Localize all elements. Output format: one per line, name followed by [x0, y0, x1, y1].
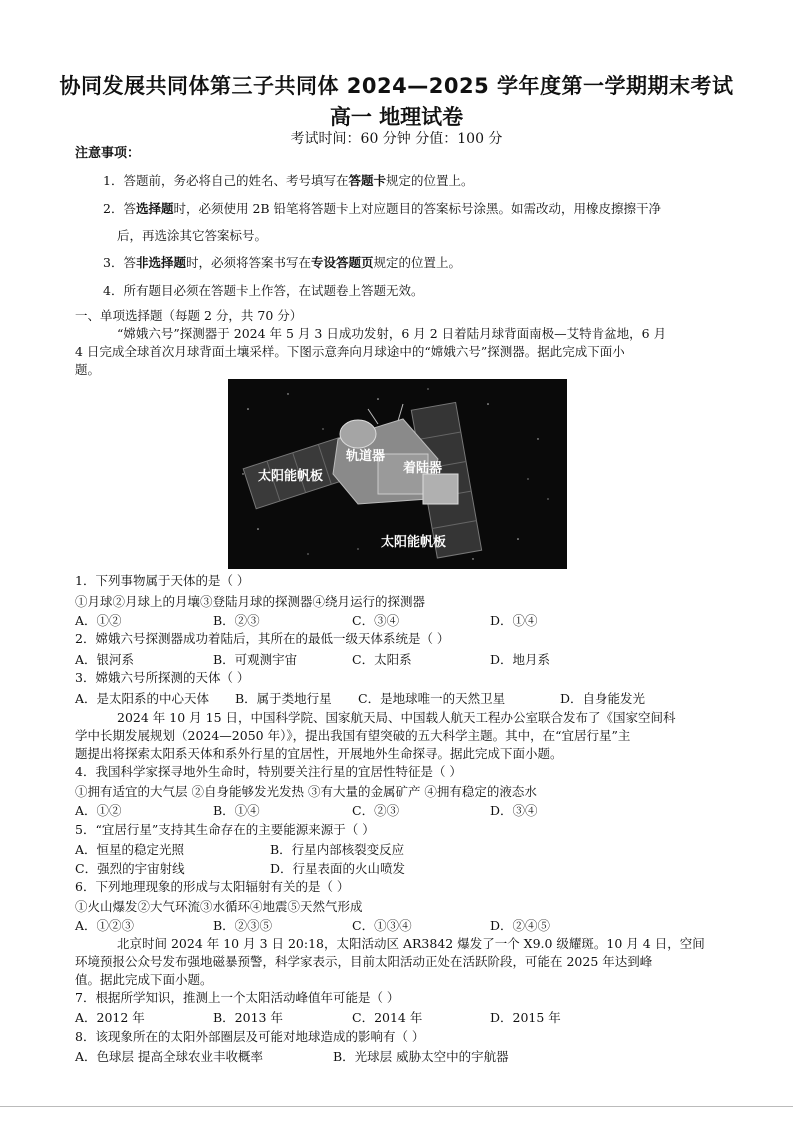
- q1-option-d: D．①④: [490, 613, 538, 628]
- section-heading: 一、单项选择题（每题 2 分，共 70 分）: [75, 308, 303, 323]
- q4-statements: ①拥有适宜的大气层 ②自身能够发光发热 ③有大量的金属矿产 ④拥有稳定的液态水: [75, 784, 537, 799]
- notice-item-2-tail: 时，必须使用 2B 铅笔将答题卡上对应题目的答案标号涂黑。如需改动，用橡皮擦擦干净: [173, 201, 662, 216]
- intro1-line2: 4 日完成全球首次月球背面土壤采样。下图示意奔向月球途中的“嫦娥六号”探测器。据此完成下面小: [75, 344, 625, 359]
- exam-subject-title: 高一 地理试卷: [329, 105, 464, 129]
- q5-option-b: B．行星内部核裂变反应: [270, 842, 405, 857]
- q8-option-a: A．色球层 提高全球农业丰收概率: [75, 1049, 264, 1064]
- q2-option-d: D．地月系: [490, 652, 551, 667]
- q4-stem: 4．我国科学家探寻地外生命时，特别要关注行星的宜居性特征是（ ）: [75, 764, 462, 779]
- q1-option-b: B．②③: [213, 613, 260, 628]
- q3-option-c: C．是地球唯一的天然卫星: [358, 691, 506, 706]
- notice-heading: 注意事项：: [75, 146, 141, 161]
- q2-option-b: B．可观测宇宙: [213, 652, 298, 667]
- q3-option-b: B．属于类地行星: [235, 691, 332, 706]
- notice-item-3-tail: 规定的位置上。: [373, 255, 462, 270]
- intro1-line3: 题。: [75, 362, 101, 377]
- intro2-line1: 2024 年 10 月 15 日，中国科学院、国家航天局、中国载人航天工程办公室联合发布了《国家空间科: [117, 710, 676, 725]
- intro3-line1: 北京时间 2024 年 10 月 3 日 20:18，太阳活动区 AR3842 爆发了一个 X9.0 级耀斑。10 月 4 日，空间: [117, 936, 705, 951]
- q1-statements: ①月球②月球上的月壤③登陆月球的探测器④绕月运行的探测器: [75, 594, 426, 609]
- notice-item-2-bold: 选择题: [135, 201, 174, 216]
- q1-option-c: C．③④: [352, 613, 400, 628]
- label-solar-panel-bottom: 太阳能帆板: [381, 535, 447, 550]
- notice-item-3-bold: 非选择题: [135, 255, 186, 270]
- q5-option-d: D．行星表面的火山喷发: [270, 861, 406, 876]
- q5-stem: 5．“宜居行星”支持其生命存在的主要能源来源于（ ）: [75, 822, 375, 837]
- label-lander: 着陆器: [403, 461, 443, 476]
- q6-option-c: C．①③④: [352, 918, 412, 933]
- intro2-line3: 题提出将探索太阳系天体和系外行星的宜居性，开展地外生命探寻。据此完成下面小题。: [75, 746, 563, 761]
- notice-item-3-mid: 时，必须将答案书写在: [185, 255, 311, 270]
- q4-option-d: D．③④: [490, 803, 538, 818]
- q2-option-c: C．太阳系: [352, 652, 412, 667]
- q6-option-d: D．②④⑤: [490, 918, 551, 933]
- q7-option-c: C．2014 年: [352, 1010, 423, 1025]
- notice-item-3-bold2: 专设答题页: [310, 255, 374, 270]
- intro1-line1: “嫦娥六号”探测器于 2024 年 5 月 3 日成功发射，6 月 2 日着陆月球背面南极—艾特肯盆地，6 月: [117, 326, 667, 341]
- notice-item-2-text: 2．答: [103, 201, 136, 216]
- intro3-line3: 值。据此完成下面小题。: [75, 972, 213, 987]
- q7-option-b: B．2013 年: [213, 1010, 283, 1025]
- notice-item-3-text: 3．答: [103, 255, 136, 270]
- q4-option-b: B．①④: [213, 803, 260, 818]
- q7-stem: 7．根据所学知识，推测上一个太阳活动峰值年可能是（ ）: [75, 990, 400, 1005]
- q2-option-a: A．银河系: [75, 652, 135, 667]
- notice-item-3: [103, 253, 461, 273]
- exam-title: 协同发展共同体第三子共同体 2024—2025 学年度第一学期期末考试: [59, 74, 734, 98]
- q8-stem: 8．该现象所在的太阳外部圈层及可能对地球造成的影响有（ ）: [75, 1029, 425, 1044]
- exam-time-score: 考试时间：60 分钟 分值：100 分: [290, 131, 503, 147]
- q6-option-b: B．②③⑤: [213, 918, 273, 933]
- notice-item-2: [103, 199, 661, 219]
- q6-stem: 6．下列地理现象的形成与太阳辐射有关的是（ ）: [75, 879, 350, 894]
- q1-option-a: A．①②: [75, 613, 122, 628]
- q5-option-a: A．恒星的稳定光照: [75, 842, 185, 857]
- q8-option-b: B．光球层 威胁太空中的宇航器: [333, 1049, 509, 1064]
- q7-option-d: D．2015 年: [490, 1010, 561, 1025]
- intro2-line2: 学中长期发展规划（2024—2050 年）》，提出我国有望突破的五大科学主题。其中，在“宜居行星”主: [75, 728, 631, 743]
- label-orbiter: 轨道器: [346, 449, 386, 464]
- change6-probe-figure: [228, 379, 567, 569]
- q1-stem: 1．下列事物属于天体的是（ ）: [75, 573, 250, 588]
- intro3-line2: 环境预报公众号发布强地磁暴预警，科学家表示，目前太阳活动正处在活跃阶段，可能在 2025 年达到峰: [75, 954, 653, 969]
- notice-item-4: 4．所有题目必须在答题卡上作答，在试题卷上答题无效。: [103, 283, 424, 298]
- label-solar-panel-left: 太阳能帆板: [258, 469, 324, 484]
- notice-item-1-text: 1．答题前，务必将自己的姓名、考号填写在: [103, 173, 349, 188]
- q3-option-d: D．自身能发光: [560, 691, 646, 706]
- q7-option-a: A．2012 年: [75, 1010, 145, 1025]
- q2-stem: 2．嫦娥六号探测器成功着陆后，其所在的最低一级天体系统是（ ）: [75, 631, 450, 646]
- q3-stem: 3．嫦娥六号所探测的天体（ ）: [75, 670, 250, 685]
- notice-item-1-bold: 答题卡: [348, 173, 386, 188]
- q3-option-a: A．是太阳系的中心天体: [75, 691, 210, 706]
- q4-option-a: A．①②: [75, 803, 122, 818]
- q6-option-a: A．①②③: [75, 918, 135, 933]
- q6-statements: ①火山爆发②大气环流③水循环④地震⑤天然气形成: [75, 899, 363, 914]
- notice-item-1: [103, 171, 474, 191]
- footer-divider: [0, 1106, 793, 1107]
- q5-option-c: C．强烈的宇宙射线: [75, 861, 185, 876]
- notice-item-2-cont: 后，再选涂其它答案标号。: [117, 228, 268, 243]
- q4-option-c: C．②③: [352, 803, 400, 818]
- notice-item-1-tail: 规定的位置上。: [385, 173, 474, 188]
